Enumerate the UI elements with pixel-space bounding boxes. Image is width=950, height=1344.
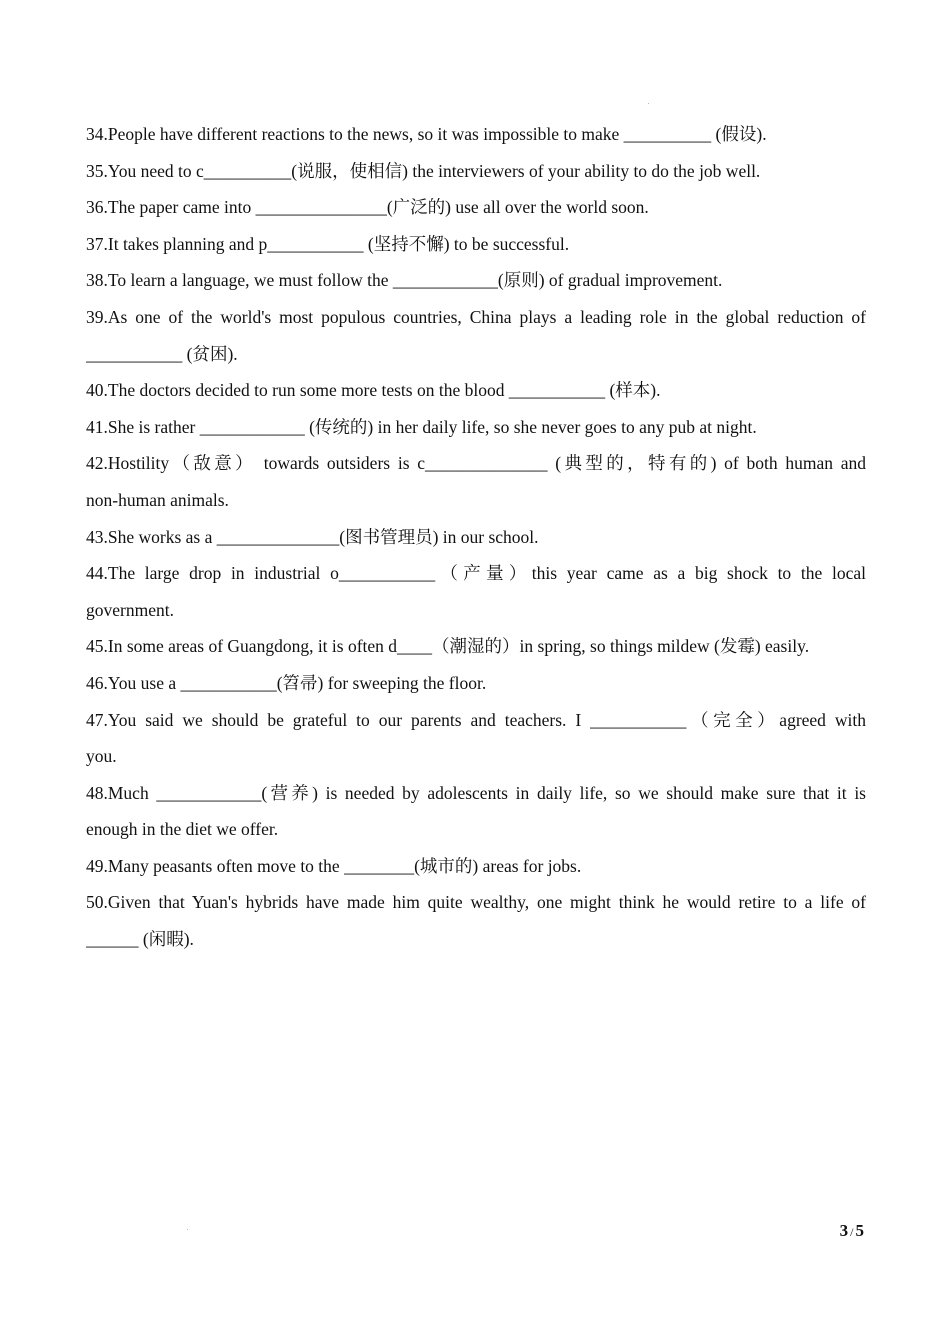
question-item bbox=[86, 884, 866, 957]
question-line: 49.Many peasants often move to the ________(城市的) areas for jobs. bbox=[86, 855, 582, 876]
scan-speck bbox=[187, 1229, 188, 1230]
question-item bbox=[86, 445, 866, 518]
question-line: 42.Hostility（敌意） towards outsiders is c______________ (典型的，特有的) of both human and bbox=[86, 453, 866, 474]
question-list bbox=[86, 116, 866, 958]
question-item bbox=[86, 628, 866, 665]
question-line: 39.As one of the world's most populous countries, China plays a leading role in the global reduction of bbox=[86, 306, 866, 327]
question-line: 40.The doctors decided to run some more tests on the blood ___________ (样本). bbox=[86, 380, 661, 401]
question-item bbox=[86, 665, 866, 702]
question-line: 48.Much ____________(营养) is needed by adolescents in daily life, so we should make sure that it is bbox=[86, 782, 866, 803]
question-item bbox=[86, 775, 866, 848]
scan-speck bbox=[648, 103, 649, 104]
question-line: ______ (闲暇). bbox=[86, 929, 194, 950]
question-line: 50.Given that Yuan's hybrids have made him quite wealthy, one might think he would retire to a life of bbox=[86, 892, 866, 913]
question-line: non-human animals. bbox=[86, 489, 229, 510]
question-line: 38.To learn a language, we must follow the ____________(原则) of gradual improvement. bbox=[86, 270, 723, 291]
question-line: 47.You said we should be grateful to our parents and teachers. I ___________（完全）agreed with bbox=[86, 709, 866, 730]
question-item bbox=[86, 702, 866, 775]
question-line: ___________ (贫困). bbox=[86, 343, 238, 364]
question-line: you. bbox=[86, 746, 117, 767]
question-line: 45.In some areas of Guangdong, it is often d____（潮湿的）in spring, so things mildew (发霉) easily. bbox=[86, 636, 810, 657]
question-item bbox=[86, 848, 866, 885]
question-line: 37.It takes planning and p___________ (坚持不懈) to be successful. bbox=[86, 233, 570, 254]
question-item bbox=[86, 372, 866, 409]
question-line: 43.She works as a ______________(图书管理员) in our school. bbox=[86, 526, 539, 547]
question-line: 41.She is rather ____________ (传统的) in her daily life, so she never goes to any pub at night. bbox=[86, 416, 757, 437]
question-line: government. bbox=[86, 599, 174, 620]
question-item bbox=[86, 262, 866, 299]
question-line: 34.People have different reactions to the news, so it was impossible to make __________ (假设). bbox=[86, 124, 767, 144]
question-line: 35.You need to c__________(说服，使相信) the interviewers of your ability to do the job well. bbox=[86, 160, 761, 181]
question-line: 46.You use a ___________(笤帚) for sweeping the floor. bbox=[86, 672, 487, 693]
question-item bbox=[86, 226, 866, 263]
question-item bbox=[86, 153, 866, 190]
question-item bbox=[86, 116, 866, 153]
question-item bbox=[86, 409, 866, 446]
question-item bbox=[86, 555, 866, 628]
current-page: 3 bbox=[839, 1221, 849, 1240]
question-item bbox=[86, 189, 866, 226]
question-line: 36.The paper came into _______________(广泛的) use all over the world soon. bbox=[86, 197, 649, 218]
total-pages: 5 bbox=[855, 1221, 864, 1240]
page-number bbox=[840, 1221, 864, 1241]
page-separator: / bbox=[850, 1225, 854, 1239]
question-line: enough in the diet we offer. bbox=[86, 819, 279, 840]
question-item bbox=[86, 299, 866, 372]
question-line: 44.The large drop in industrial o___________（产量）this year came as a big shock to the local bbox=[86, 563, 866, 584]
question-item bbox=[86, 519, 866, 556]
